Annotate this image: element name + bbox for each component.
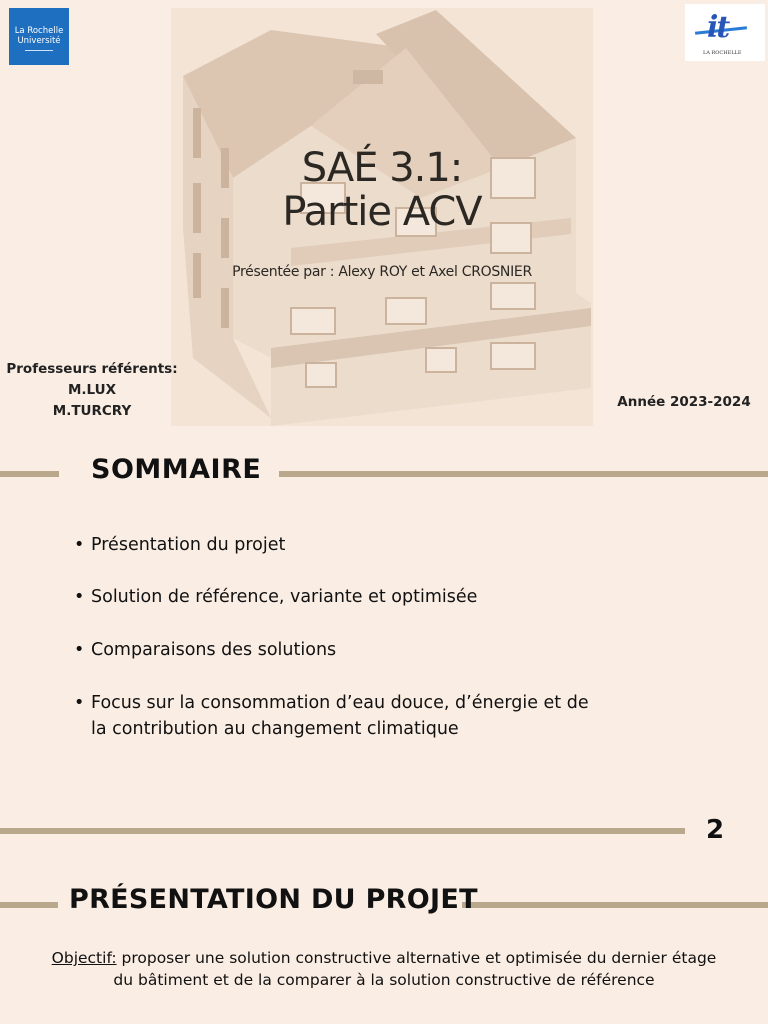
objective-text: proposer une solution constructive alternative et optimisée du dernier étage du bâtiment et de la comparer à la solution constructive de référence — [113, 949, 717, 989]
logo-line-2: Université — [17, 36, 61, 46]
section-bar-left — [0, 902, 58, 908]
projet-heading: PRÉSENTATION DU PROJET — [69, 884, 478, 915]
objective-label: Objectif: — [51, 949, 117, 967]
section-bar-right — [279, 471, 768, 477]
section-bar-right — [462, 902, 768, 908]
iut-mark: it — [707, 10, 729, 45]
section-bar-left — [0, 471, 59, 477]
professors-label: Professeurs référents: — [6, 361, 178, 377]
logo-rule — [25, 50, 53, 51]
title-line-2: Partie ACV — [282, 189, 482, 235]
academic-year: Année 2023-2024 — [617, 394, 751, 410]
bullet: • — [74, 535, 85, 555]
bullet: • — [74, 587, 85, 607]
iut-sub: LA ROCHELLE — [703, 50, 742, 56]
list-item-text: Focus sur la consommation d’eau douce, d’énergie et de la contribution au changement climatique — [91, 693, 589, 739]
title-line-1: SAÉ 3.1: — [301, 145, 463, 191]
professor-name: M.LUX — [67, 382, 117, 398]
page-number: 2 — [706, 815, 725, 845]
presenters-line: Présentée par : Alexy ROY et Axel CROSNIER — [232, 264, 532, 280]
list-item-text: Solution de référence, variante et optimisée — [91, 587, 478, 607]
la-rochelle-universite-logo — [9, 8, 69, 65]
logo-line-1: La Rochelle — [14, 26, 64, 36]
list-item-text: Comparaisons des solutions — [91, 640, 337, 660]
sommaire-heading: SOMMAIRE — [91, 454, 262, 485]
list-item — [74, 584, 634, 610]
objective-paragraph — [40, 947, 728, 991]
professors-block — [0, 359, 184, 422]
list-item — [74, 690, 604, 742]
list-item-text: Présentation du projet — [91, 535, 286, 555]
bullet: • — [74, 640, 85, 660]
page-separator-bar — [0, 828, 685, 834]
presentation-title — [171, 146, 593, 234]
list-item — [74, 637, 634, 663]
list-item — [74, 532, 634, 558]
professor-name: M.TURCRY — [52, 403, 132, 419]
bullet: • — [74, 693, 85, 713]
iut-logo — [685, 4, 765, 61]
